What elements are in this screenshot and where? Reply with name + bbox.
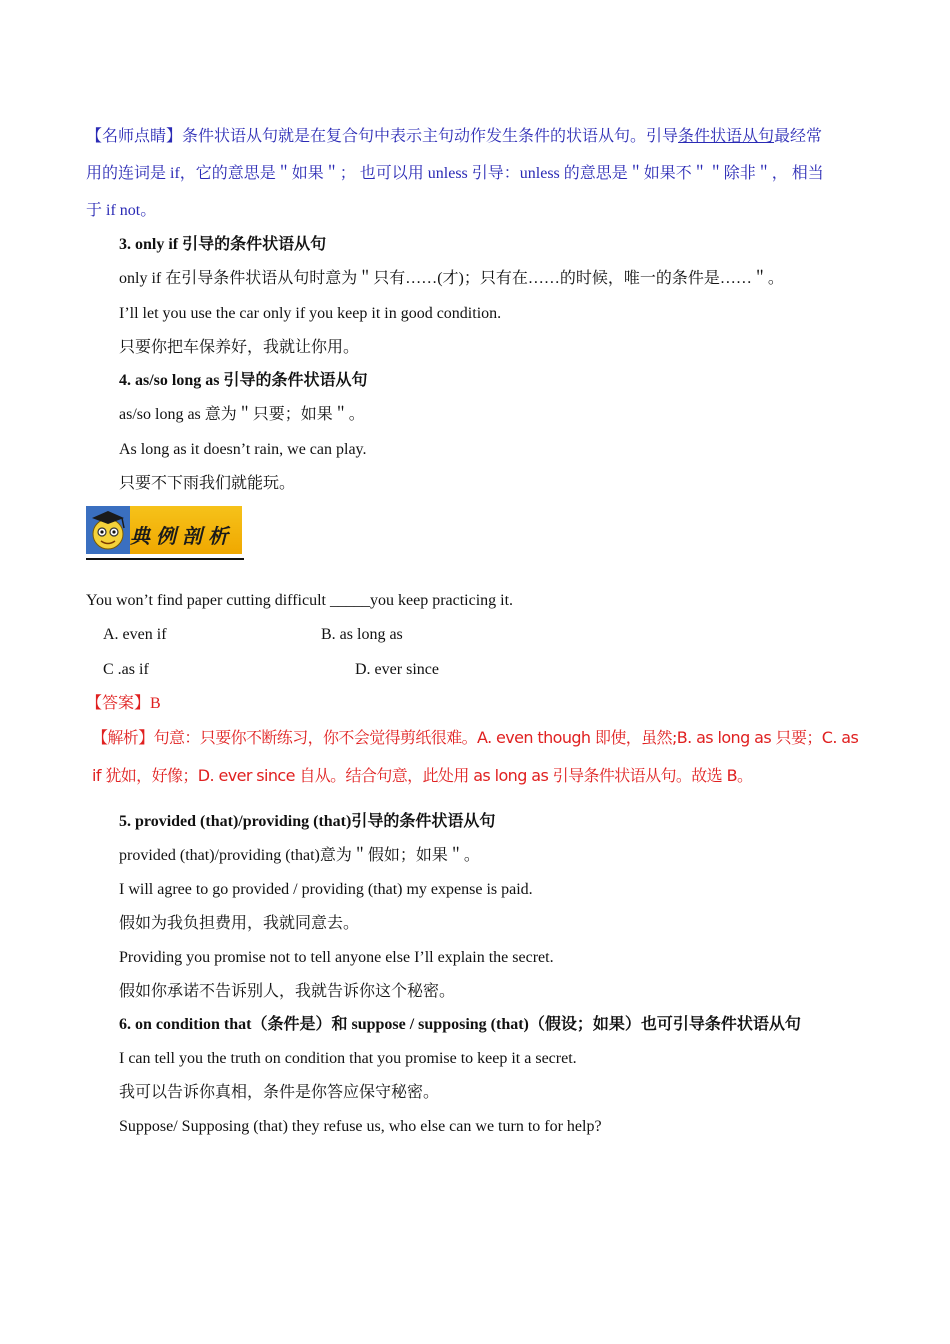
section4-example: As long as it doesn’t rain, we can play. <box>119 441 367 458</box>
section5-example-1: I will agree to go provided / providing (that) my expense is paid. <box>119 881 533 898</box>
tip-label: 【名师点睛】 <box>86 128 183 145</box>
tip-text-b: 最经常 <box>774 128 823 145</box>
section6-heading: 6. on condition that（条件是）和 suppose / supposing (that)（假设；如果）也可引导条件状语从句 <box>119 1016 801 1033</box>
analysis-line-2: if 犹如，好像；D. ever since 自从。结合句意，此处用 as long as 引导条件状语从句。故选 B。 <box>92 766 753 785</box>
section4-meaning: as/so long as 意为＂只要；如果＂。 <box>119 406 365 423</box>
question-stem: You won’t find paper cutting difficult _____you keep practicing it. <box>86 592 514 609</box>
section5-heading: 5. provided (that)/providing (that)引导的条件状语从句 <box>119 813 496 830</box>
section5-translation-2: 假如你承诺不告诉别人，我就告诉你这个秘密。 <box>119 983 456 1000</box>
option-a: A. even if <box>103 626 167 643</box>
section3-heading: 3. only if 引导的条件状语从句 <box>119 236 327 253</box>
section4-heading: 4. as/so long as 引导的条件状语从句 <box>119 372 368 389</box>
tip-line-2: 用的连词是 if，它的意思是＂如果＂； 也可以用 unless 引导：unless 的意思是＂如果不＂＂除非＂， 相当 <box>86 165 824 182</box>
section3-example: I’ll let you use the car only if you keep it in good condition. <box>119 305 502 322</box>
example-banner <box>86 506 244 560</box>
tip-line-3: 于 if not。 <box>86 202 157 219</box>
section6-example-1: I can tell you the truth on condition that you promise to keep it a secret. <box>119 1050 577 1067</box>
section3-meaning: only if 在引导条件状语从句时意为＂只有……(才)；只有在……的时候，唯一的条件是……＂。 <box>119 270 784 287</box>
section5-example-2: Providing you promise not to tell anyone else I’ll explain the secret. <box>119 949 554 966</box>
tip-text-a: 条件状语从句就是在复合句中表示主句动作发生条件的状语从句。引导 <box>182 128 679 145</box>
answer-text: 【答案】B <box>86 695 161 712</box>
section5-meaning: provided (that)/providing (that)意为＂假如；如果＂。 <box>119 847 480 864</box>
tip-line-1 <box>86 127 822 147</box>
section4-translation: 只要不下雨我们就能玩。 <box>119 475 296 492</box>
analysis-line-1: 【解析】句意：只要你不断练习，你不会觉得剪纸很难。A. even though 即使，虽然;B. as long as 只要；C. as <box>92 728 859 747</box>
option-d: D. ever since <box>355 661 439 678</box>
graduate-mascot-icon <box>86 506 130 554</box>
tip-link[interactable]: 条件状语从句 <box>678 128 775 145</box>
section5-translation-1: 假如为我负担费用，我就同意去。 <box>119 915 360 932</box>
option-b: B. as long as <box>321 626 403 643</box>
option-c: C .as if <box>103 661 149 678</box>
banner-title: 典例剖析 <box>130 524 234 548</box>
section3-translation: 只要你把车保养好，我就让你用。 <box>119 339 360 356</box>
section6-translation-1: 我可以告诉你真相，条件是你答应保守秘密。 <box>119 1084 440 1101</box>
section6-example-2: Suppose/ Supposing (that) they refuse us, who else can we turn to for help? <box>119 1118 602 1135</box>
